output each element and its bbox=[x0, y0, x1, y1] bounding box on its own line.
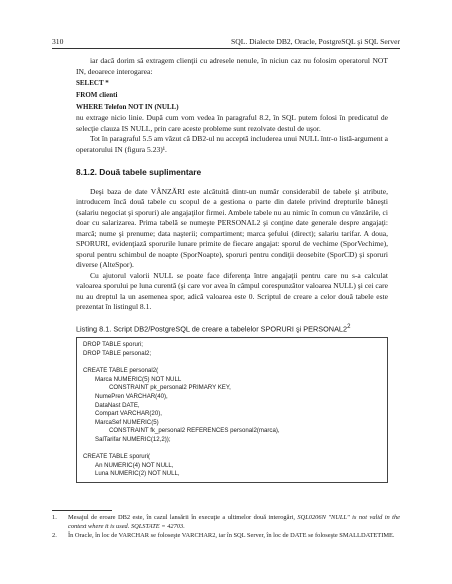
paragraph-5: Cu ajutorul valorii NULL se poate face diferenţa între angajaţii pentru care nu s-a calculat valoarea sporului pe luna curentă (şi care vor avea în câmpul corespunzător valoarea NULL) şi cei care nu au dreptul la un asemenea spor, adică valoarea este 0. Scriptul de creare a celor două tabele este prezentat în listingul 8.1. bbox=[76, 270, 388, 311]
inline-code-line-3: WHERE Telefon NOT IN (NULL) bbox=[76, 103, 179, 111]
footnote-1-error-message: SQL0206N "NULL" is not valid in the context where it is used. SQLSTATE = 42703. bbox=[68, 514, 400, 530]
footnote-text bbox=[68, 514, 400, 531]
code-line: Luna NUMERIC(2) NOT NULL, bbox=[95, 470, 180, 478]
section-heading: 8.1.2. Două tabele suplimentare bbox=[76, 167, 202, 177]
code-line: NumePren VARCHAR(40), bbox=[95, 392, 168, 400]
footnote-number: 2. bbox=[52, 532, 57, 540]
footnote-2-text: În Oracle, în loc de VARCHAR se foloseşte VARCHAR2, iar în SQL Server, în loc de DATE se foloseşte SMALLDATETIME. bbox=[68, 532, 395, 540]
footnotes bbox=[52, 514, 400, 542]
running-header bbox=[52, 37, 400, 49]
paragraph-1: iar dacă dorim să extragem clienţii cu adresele nenule, în niciun caz nu folosim operatorul NOT IN, deoarece interogarea: bbox=[76, 56, 388, 76]
code-line: CONSTRAINT pk_personal2 PRIMARY KEY, bbox=[109, 384, 231, 392]
paragraph-3: Tot în paragraful 5.5 am văzut că DB2-ul nu acceptă includerea unui NULL într-o listă-argument a operatorului IN (figura 5.23)¹. bbox=[76, 134, 388, 154]
code-line: Marca NUMERIC(5) NOT NULL bbox=[95, 375, 182, 383]
code-line: CONSTRAINT fk_personal2 REFERENCES personal2(marca), bbox=[109, 427, 280, 435]
listing-caption-text: Listing 8.1. Script DB2/PostgreSQL de creare a tabelelor SPORURI şi PERSONAL2 bbox=[76, 323, 348, 333]
body-text bbox=[76, 56, 388, 483]
footnote-1-text: Mesajul de eroare DB2 este, în cazul lansării în execuţie a ultimelor două interogări, bbox=[68, 514, 298, 521]
code-line: CREATE TABLE personal2( bbox=[83, 367, 159, 375]
paragraph-4: Deşi baza de date VÂNZĂRI este alcătuită dintr-un număr considerabil de tabele şi atribute, introducem încă două tabele cu scopul de a gestiona o parte din datele privind drepturile băneşti (salariu negociat şi sporuri) ale angajaţilor firmei. Ambele tabele nu au nimic în comun cu vânzările, ci doar cu salarizarea. Prima tabelă se numeşte PERSONAL2 şi conţine date generale despre angajaţi: marcă; nume şi prenume; data naşterii; compartiment; marca şefului (direct); salariu tarifar. A doua, SPORURI, evidenţiază sporurile lunare primite de fiecare angajat: sporul de vechime (SporVechime), sporul pentru schimbul de noapte (SporNoapte), sporuri pentru condiţii deosebite (SporCD) şi sporuri diverse (AlteSpor). bbox=[76, 186, 388, 269]
footnote-number: 1. bbox=[52, 514, 57, 521]
paragraph-2: nu extrage nicio linie. După cum vom vedea în paragraful 8.2, în SQL putem folosi în predicatul de selecţie clauza IS NULL, prin care aceste probleme sunt rezolvate destul de uşor. bbox=[76, 113, 388, 133]
footnote-1 bbox=[52, 514, 400, 531]
code-line: Compart VARCHAR(20), bbox=[95, 410, 162, 418]
footnote-divider bbox=[52, 510, 112, 511]
listing-footnote-marker: 2 bbox=[347, 323, 351, 330]
code-blank-line bbox=[83, 445, 381, 454]
inline-code-line-1: SELECT * bbox=[76, 79, 109, 87]
code-line: DROP TABLE sporuri; bbox=[83, 341, 143, 349]
code-line: CREATE TABLE sporuri( bbox=[83, 453, 151, 461]
code-line: SalTarifar NUMERIC(12,2)); bbox=[95, 435, 171, 443]
code-line: DROP TABLE personal2; bbox=[83, 350, 152, 358]
code-line: An NUMERIC(4) NOT NULL, bbox=[95, 461, 174, 469]
running-title: SQL. Dialecte DB2, Oracle, PostgreSQL şi SQL Server bbox=[231, 37, 400, 46]
code-blank-line bbox=[83, 359, 381, 368]
code-line: MarcaSef NUMERIC(5) bbox=[95, 418, 159, 426]
code-listing bbox=[76, 337, 388, 483]
page-number: 310 bbox=[52, 37, 64, 46]
code-line: DataNast DATE, bbox=[95, 401, 140, 409]
inline-code-line-2: FROM clienti bbox=[76, 91, 118, 99]
listing-caption bbox=[76, 322, 388, 335]
footnote-2 bbox=[52, 532, 400, 541]
